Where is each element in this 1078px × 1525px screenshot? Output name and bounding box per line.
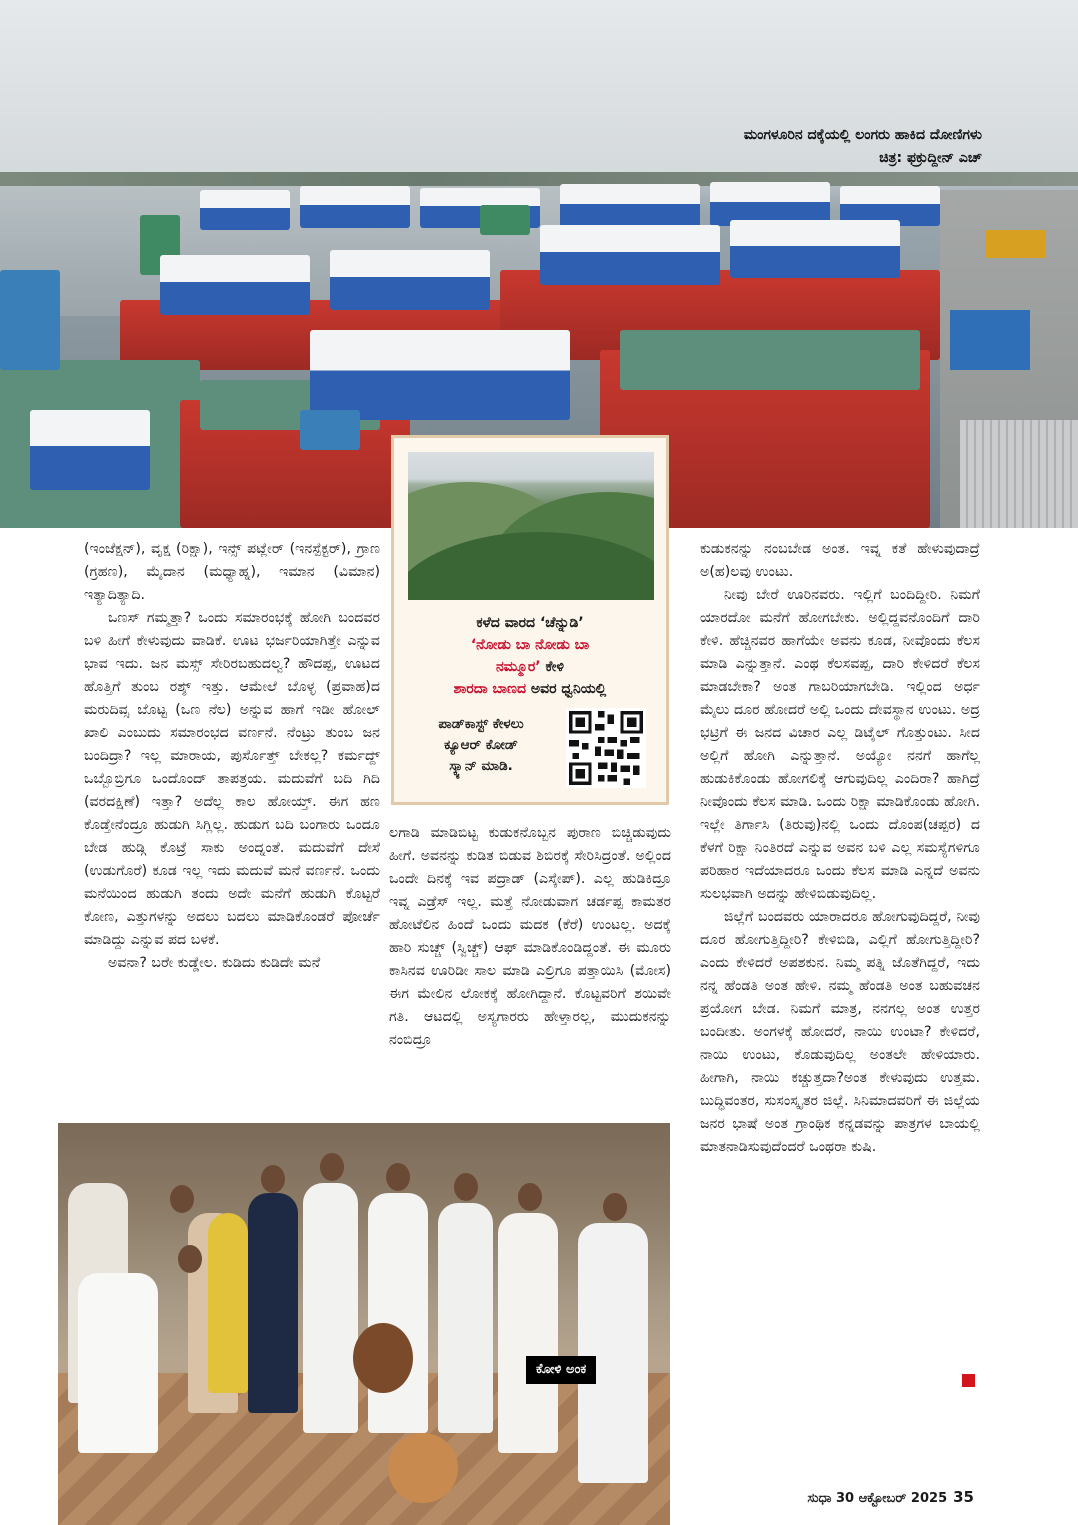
photo-person: [498, 1213, 558, 1453]
photo-person-suit: [248, 1193, 298, 1413]
end-of-article-mark: [962, 1374, 975, 1387]
photo-truck: [985, 230, 1045, 258]
photo-person-saree: [208, 1213, 248, 1393]
page-number: 35: [953, 1488, 974, 1506]
photo-head: [178, 1245, 202, 1273]
article-column-2: [389, 822, 671, 1052]
photo-boat-cabin: [160, 255, 310, 315]
photo-caption-title: ಮಂಗಳೂರಿನ ದಕ್ಕೆಯಲ್ಲಿ ಲಂಗರು ಹಾಕಿದ ದೋಣಿಗಳು: [743, 127, 982, 143]
hills-photo: [408, 452, 654, 600]
paragraph: ಜಿಲ್ಲೆಗೆ ಬಂದವರು ಯಾರಾದರೂ ಹೋಗುವುದಿದ್ದರೆ, ನೀವು ದೂರ ಹೋಗುತ್ತಿದ್ದೀರಿ? ಕೇಳಿಬಿಡಿ, ಎಲ್ಲಿಗೆ ಹೋಗುತ್ತಿದ್ದೀರಿ?ಎಂದು ಕೇಳಿದರೆ ಅಪಶಕುನ. ನಿಮ್ಮ ಪತ್ನಿ ಜೊತೆಗಿದ್ದರೆ, ಇದು ನನ್ನ ಹೆಂಡತಿ ಅಂತ ಹೇಳಿ. ನಮ್ಮ ಹೆಂಡತಿ ಅಂತ ಬಹುವಚನ ಪ್ರಯೋಗ ಬೇಡ. ನಿಮಗೆ ಮಾತ್ರ, ನನಗಲ್ಲ ಅಂತ ಉತ್ತರ ಬಂದೀತು. ಅಂಗಳಕ್ಕೆ ಹೋದರೆ, ನಾಯಿ ಉಂಟಾ? ಕೇಳಿದರೆ, ನಾಯಿ ಉಂಟು, ಕೊಡುವುದಿಲ್ಲ ಅಂತಲೇ ಹೇಳಿಯಾರು. ಹೀಗಾಗಿ, ನಾಯಿ ಕಚ್ಚುತ್ತದಾ?ಅಂತ ಕೇಳುವುದು ಉತ್ತಮ. ಬುದ್ಧಿವಂತರ, ಸುಸಂಸ್ಕೃತರ ಜಿಲ್ಲೆ. ಸಿನಿಮಾದವರಿಗೆ ಈ ಜಿಲ್ಲೆಯ ಜನರ ಭಾಷೆ ಅಂತ ಗ್ರಾಂಥಿಕ ಕನ್ನಡವನ್ನು ಪಾತ್ರಗಳ ಬಾಯಲ್ಲಿ ಮಾತನಾಡಿಸುವುದೆಂದರೆ ಒಂಥರಾ ಕುಷಿ.: [700, 909, 980, 1155]
photo-tarp: [300, 410, 360, 450]
photo-head: [170, 1185, 194, 1213]
podcast-title: ‘ನೋಡು ಬಾ ನೋಡು ಬಾ: [470, 637, 590, 653]
photo-far-shore: [0, 172, 1078, 186]
photo-tag: ಕೋಳಿ ಅಂಕ: [526, 1356, 596, 1384]
page-folio: [807, 1488, 974, 1506]
photo-head: [454, 1173, 478, 1201]
cockfight-photo: [58, 1123, 670, 1525]
article-column-3: [700, 538, 980, 1159]
qr-code-icon[interactable]: [566, 708, 646, 788]
photo-head: [603, 1193, 627, 1221]
photo-tarp: [0, 270, 60, 370]
paragraph: ಲಗಾಡಿ ಮಾಡಿಬಿಟ್ಟ ಕುಡುಕನೊಬ್ಬನ ಪುರಾಣ ಬಿಚ್ಚಿಡುವುದು ಹೀಗೆ. ಅವನನ್ನು ಕುಡಿತ ಬಿಡುವ ಶಿಬಿರಕ್ಕೆ ಸೇರಿಸಿದ್ರಂತೆ. ಅಲ್ಲಿಂದ ಒಂದೇ ದಿನಕ್ಕೆ ಇವ ಪದ್ರಾಡ್ (ಎಸ್ಕೇಪ್). ಎಲ್ಲ ಹುಡಿಕಿದ್ರೂ ಇವ್ನ ಎಡ್ರೆಸ್ ಇಲ್ಲ. ಮತ್ತೆ ನೋಡುವಾಗ ಚರ್ಡಪ್ಪ ಕಾಮತರ ಹೋಟೆಲಿನ ಹಿಂದೆ ಒಂದು ಮದಕ (ಕೆರೆ) ಉಂಟಲ್ಲ. ಅದಕ್ಕೆ ಹಾರಿ ಸುಚ್ಚ್ (ಸ್ವಿಚ್ಚ್) ಆಫ್ ಮಾಡಿಕೊಂಡಿದ್ದಂತೆ. ಈ ಮೂರು ಕಾಸಿನವ ಊರಿಡೀ ಸಾಲ ಮಾಡಿ ಎಲ್ರಿಗೂ ಪತ್ತಾಯಿಸಿ (ಮೋಸ) ಈಗ ಮೇಲಿನ ಲೋಕಕ್ಕೆ ಹೋಗಿದ್ದಾನೆ. ಕೊಟ್ಟವರಿಗೆ ಶಯಿವೇ ಗತಿ. ಆಟದಲ್ಲಿ ಅಸ್ಯಗಾರರು ಹೇಳ್ತಾರಲ್ಲ, ಮುದುಕನನ್ನು ನಂಬಿದ್ರೂ: [389, 825, 671, 1048]
photo-boat-cabin: [540, 225, 720, 285]
photo-head: [320, 1153, 344, 1181]
folio-text: ಸುಧಾ 30 ಆಕ್ಟೋಬರ್ 2025: [807, 1491, 948, 1506]
photo-tin-roof: [960, 420, 1078, 528]
photo-person: [368, 1193, 428, 1433]
podcast-listen: ಕೇಳಿ: [540, 659, 565, 675]
photo-credit: ಚಿತ್ರ: ಫಕ್ರುದ್ದೀನ್ ಎಚ್: [879, 150, 982, 166]
photo-net: [480, 205, 530, 235]
photo-boat-cabin: [310, 330, 570, 420]
podcast-title-end: ನಮ್ಮೂರ’: [495, 659, 541, 675]
paragraph: ಕುಡುಕನನ್ನು ನಂಬಬೇಡ ಅಂತ. ಇವ್ನ ಕತೆ ಹೇಳುವುದಾದ್ರೆ ಅ(ಹ)ಲವು ಉಂಟು.: [700, 541, 980, 580]
photo-boat: [560, 184, 700, 228]
photo-rooster: [353, 1323, 413, 1393]
podcast-text: [394, 612, 666, 700]
photo-rooster: [388, 1433, 458, 1503]
paragraph: ಅವನಾ? ಬರೇ ಕುಡ್ಡೇಲ. ಕುಡಿದು ಕುಡಿದೇ ಮನೆ: [108, 955, 321, 971]
paragraph: (ಇಂಜೆಕ್ಷನ್), ವೃಕ್ಷ (ರಿಕ್ಷಾ), ಇನ್ಸ್ ಪಟ್ಲೇರ್ (ಇನಸ್ಪೆಕ್ಟರ್), ಗ್ರಾಣ (ಗ್ರಹಣ), ಮೈದಾನ (ಮಧ್ಯಾಹ್ನ), ಇಮಾನ (ವಿಮಾನ) ಇತ್ಯಾದಿತ್ಯಾದಿ.: [84, 541, 380, 603]
photo-crates: [950, 310, 1030, 370]
photo-head: [518, 1183, 542, 1211]
photo-person: [578, 1223, 648, 1483]
scan-instruction: [416, 714, 546, 777]
photo-person: [303, 1183, 358, 1433]
podcast-line: ಕಳೆದ ವಾರದ ‘ಚೆನ್ನುಡಿ’: [476, 615, 584, 631]
photo-boat: [300, 186, 410, 228]
photo-head: [386, 1163, 410, 1191]
photo-boat: [200, 190, 290, 230]
podcast-narrator: ಶಾರದಾ ಬಾಣದ: [453, 681, 527, 697]
paragraph: ನೀವು ಬೇರೆ ಊರಿನವರು. ಇಲ್ಲಿಗೆ ಬಂದಿದ್ದೀರಿ. ನಿಮಗೆ ಯಾರದೋ ಮನೆಗೆ ಹೋಗಬೇಕು. ಅಲ್ಲಿದ್ದವನೊಂದಿಗೆ ದಾರಿ ಕೇಳಿ. ಹೆಚ್ಚಿನವರ ಹಾಗೆಯೇ ಅವನು ಕೂಡ, ನೀವೊಂದು ಕೆಲಸ ಮಾಡಿ ಎನ್ನುತ್ತಾನೆ. ಎಂಥ ಕೆಲಸವಪ್ಪ, ದಾರಿ ಕೇಳಿದರೆ ಕೆಲಸ ಮಾಡಬೇಕಾ? ಅಂತ ಗಾಬರಿಯಾಗಬೇಡಿ. ಇಲ್ಲಿಂದ ಅರ್ಧ ಮೈಲು ದೂರ ಹೋದರೆ ಅಲ್ಲಿ ಒಂದು ದೇವಸ್ಥಾನ ಉಂಟು. ಅದ್ರ ಭಟ್ರಿಗೆ ಈ ಜನದ ವಿಚಾರ ಎಲ್ಲ ಡಿಟೈಲ್ ಗೊತ್ತುಂಟು. ಸೀದ ಅಲ್ಲಿಗೆ ಹೋಗಿ ಎನ್ನುತ್ತಾನೆ. ಅಯ್ಯೋ ನನಗೆ ಹಾಗೆಲ್ಲ ಹುಡುಕಿಕೊಂಡು ಹೋಗಲಿಕ್ಕೆ ಆಗುವುದಿಲ್ಲ ಎಂದಿರಾ? ಹಾಗಿದ್ರೆ ನೀವೊಂದು ಕೆಲಸ ಮಾಡಿ. ಒಂದು ರಿಕ್ಷಾ ಮಾಡಿಕೊಂಡು ಹೋಗಿ. ಇಲ್ಲೇ ತಿರ್ಗಾಸಿ (ತಿರುವು)ನಲ್ಲಿ ಒಂದು ದೊಂಪ(ಚಪ್ಪರ) ದ ಕೆಳಗೆ ರಿಕ್ಷಾ ನಿಂತಿರದೆ ಎನ್ನುವ ಅವನ ಬಳಿ ಎಲ್ಲ ಸಮಸ್ಯೆಗಳಿಗೂ ಪರಿಹಾರ ಇದೆಯಾದರೂ ಒಂದು ಕೆಲಸ ಮಾಡಿ ಎನ್ನದೆ ಅವನು ಸುಲಭವಾಗಿ ಅದನ್ನು ಹೇಳಿಬಿಡುವುದಿಲ್ಲ.: [700, 587, 980, 902]
podcast-box: [391, 435, 669, 805]
photo-person-handler: [78, 1273, 158, 1453]
scan-line: ಪಾಡ್‌ಕಾಸ್ಟ್ ಕೇಳಲು: [438, 716, 524, 732]
scan-line: ಕ್ಯೂಆರ್ ಕೋಡ್: [444, 737, 518, 753]
photo-boat-cabin: [330, 250, 490, 310]
article-column-1: [84, 538, 380, 975]
photo-head: [261, 1165, 285, 1193]
podcast-voice: ಅವರ ಧ್ವನಿಯಲ್ಲಿ: [526, 681, 607, 697]
photo-caption: [744, 124, 982, 170]
photo-boat-cabin: [30, 410, 150, 490]
photo-person: [438, 1203, 493, 1433]
photo-boat-cabin: [730, 220, 900, 278]
scan-line: ಸ್ಕ್ಯಾನ್ ಮಾಡಿ.: [449, 758, 513, 774]
photo-boat-deck: [620, 330, 920, 390]
paragraph: ಒಣಸ್ ಗಮ್ಮತ್ತಾ? ಒಂದು ಸಮಾರಂಭಕ್ಕೆ ಹೋಗಿ ಬಂದವರ ಬಳಿ ಹೀಗೆ ಕೇಳುವುದು ವಾಡಿಕೆ. ಊಟ ಭರ್ಜರಿಯಾಗಿತ್ತೇ ಎನ್ನುವ ಭಾವ ಇದು. ಜನ ಮಸ್ಸ್ ಸೇರಿರಬಹುದಲ್ವ? ಹೌದಪ್ಪ, ಊಟದ ಹೊತ್ತಿಗೆ ತುಂಬ ರಶ್ಶ್ ಇತ್ತು. ಆಮೇಲೆ ಬೊಳ್ಳ (ಪ್ರವಾಹ)ದ ಮರುದಿವ್ಸ ಬೊಟ್ಟ (ಒಣ ನೆಲ) ಅನ್ನುವ ಹಾಗೆ ಇಡೀ ಹೋಲ್ ಖಾಲಿ ಎಂಬುದು ಸಮಾರಂಭದ ವರ್ಣನೆ. ನೆಂಟ್ರು ತುಂಬ ಜನ ಬಂದಿದ್ರಾ? ಇಲ್ಲ ಮಾರಾಯ, ಪುರ್ಸೊತ್ತ್ ಬೇಕಲ್ಲ? ಕರ್ಮದ್ದ್ ಒಬ್ಬೊಬ್ರಿಗೂ ಒಂದೊಂದ್ ತಾಪತ್ರಯ. ಮದುವೆಗೆ ಬದಿ ಗಿದಿ (ವರದಕ್ಷಿಣೆ) ಇತ್ತಾ? ಅದೆಲ್ಲ ಕಾಲ ಹೋಯ್ತ್. ಈಗ ಹಣ ಕೊಡ್ತೇನೆಂದ್ರೂ ಹುಡುಗಿ ಸಿಗ್ಲಿಲ್ಲ. ಹುಡುಗ ಬದಿ ಬಂಗಾರು ಒಂದೂ ಬೇಡ ಹುಡ್ಗಿ ಕೊಟ್ರೆ ಸಾಕು ಅಂದ್ನಂತೆ. ಮದುವೆಗೆ ದೇಸೆ (ಉಡುಗೊರೆ) ಕೂಡ ಇಲ್ಲ ಇದು ಮದುವೆ ಮನೆ ವರ್ಣನೆ. ಒಂದು ಮನೆಯಿಂದ ಹುಡುಗಿ ತಂದು ಅದೇ ಮನೆಗೆ ಹುಡುಗಿ ಕೊಟ್ಟರೆ ಕೋಣ, ಎತ್ತುಗಳನ್ನು ಅದಲು ಬದಲು ಮಾಡಿಕೊಂಡರೆ ಪೋರ್ಚೆ ಮಾಡಿದ್ದು ಎನ್ನುವ ಪದ ಬಳಕೆ.: [84, 610, 380, 948]
